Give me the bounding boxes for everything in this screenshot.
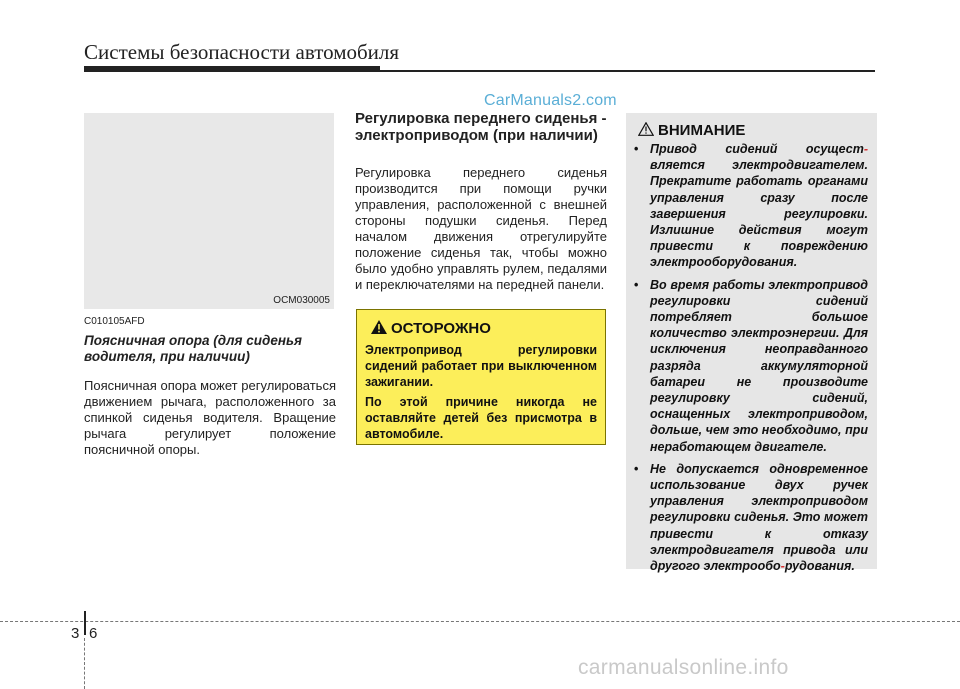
footer-dashed-vertical xyxy=(84,638,85,689)
page-header-title: Системы безопасности автомобиля xyxy=(84,40,400,64)
warning-title: ВНИМАНИЕ xyxy=(658,122,746,139)
header-rule-thick xyxy=(84,66,380,72)
power-seat-heading: Регулировка переднего сиденья - электроприводом (при наличии) xyxy=(355,110,607,144)
caution-paragraph: По этой причине никогда не оставляйте детей без присмотра в автомобиле. xyxy=(365,395,597,441)
page-number: 6 xyxy=(89,625,98,642)
warning-box xyxy=(626,113,877,574)
hyphen-mark: - xyxy=(780,559,785,574)
warning-item xyxy=(634,461,868,574)
warning-item-text-rest: вляется электродвигателем. Прекратите работать органами управления сразу после завершения регулировки. Излишние действия могут привести к повреждению электрооборудования. xyxy=(650,158,868,270)
lumbar-body-text: Поясничная опора может регулироваться движением рычага, расположенного за спинкой сиденья водителя. Вращение рычага регулирует положение поясничной опоры. xyxy=(84,378,336,457)
warning-list xyxy=(634,141,868,580)
warning-triangle-outline-icon xyxy=(638,122,654,136)
bullet-icon: • xyxy=(634,142,639,156)
caution-paragraph: Электропривод регулировки сидений работает при выключенном зажигании. xyxy=(365,343,597,389)
warning-item xyxy=(634,277,868,455)
section-code: C010105AFD xyxy=(84,316,145,327)
page-number-divider xyxy=(84,611,86,635)
watermark-top[interactable]: CarManuals2.com xyxy=(484,92,617,109)
caution-body xyxy=(365,342,597,446)
lumbar-heading: Поясничная опора (для сиденья водителя, при наличии) xyxy=(84,333,302,364)
watermark-bottom[interactable]: carmanualsonline.info xyxy=(578,656,789,679)
caution-title: ОСТОРОЖНО xyxy=(391,320,491,337)
warning-item-text: Привод сидений осущест xyxy=(650,142,864,156)
image-caption: OCM030005 xyxy=(273,295,330,306)
warning-item-text: Во время работы электропривод регулировки сидений потребляет большое количество электроэнергии. Для исключения неоправданного разряда аккумуляторной батареи не производите регулировку сидений, оснащенных электроприводом, дольше, чем это необходимо, при неработающем двигателе. xyxy=(650,277,868,454)
warning-item-text-rest: рудования. xyxy=(784,559,855,574)
caution-box xyxy=(356,309,606,445)
footer-dashed-rule xyxy=(0,621,960,622)
power-seat-body-text: Регулировка переднего сиденья производится при помощи ручки управления, расположенной с внешней стороны подушки сиденья. Перед началом движения отрегулируйте положение сиденья так, чтобы можно было удобно управлять рулем, педалями и переключателями на передней панели. xyxy=(355,165,607,292)
warning-item xyxy=(634,141,868,271)
warning-triangle-filled-icon xyxy=(371,320,387,334)
hyphen-mark: - xyxy=(863,142,868,156)
warning-header xyxy=(638,122,745,139)
page-section-number: 3 xyxy=(71,625,80,642)
warning-item-text: Не допускается одновременное использование двух ручек управления электроприводом регулировки сиденья. Это может привести к отказу электродвигателя привода или другого электрообо xyxy=(650,461,868,574)
seat-lumbar-illustration xyxy=(84,113,334,309)
bullet-icon: • xyxy=(634,461,639,476)
header-rule-thin xyxy=(380,70,875,72)
caution-header xyxy=(371,320,491,337)
bullet-icon: • xyxy=(634,277,639,292)
